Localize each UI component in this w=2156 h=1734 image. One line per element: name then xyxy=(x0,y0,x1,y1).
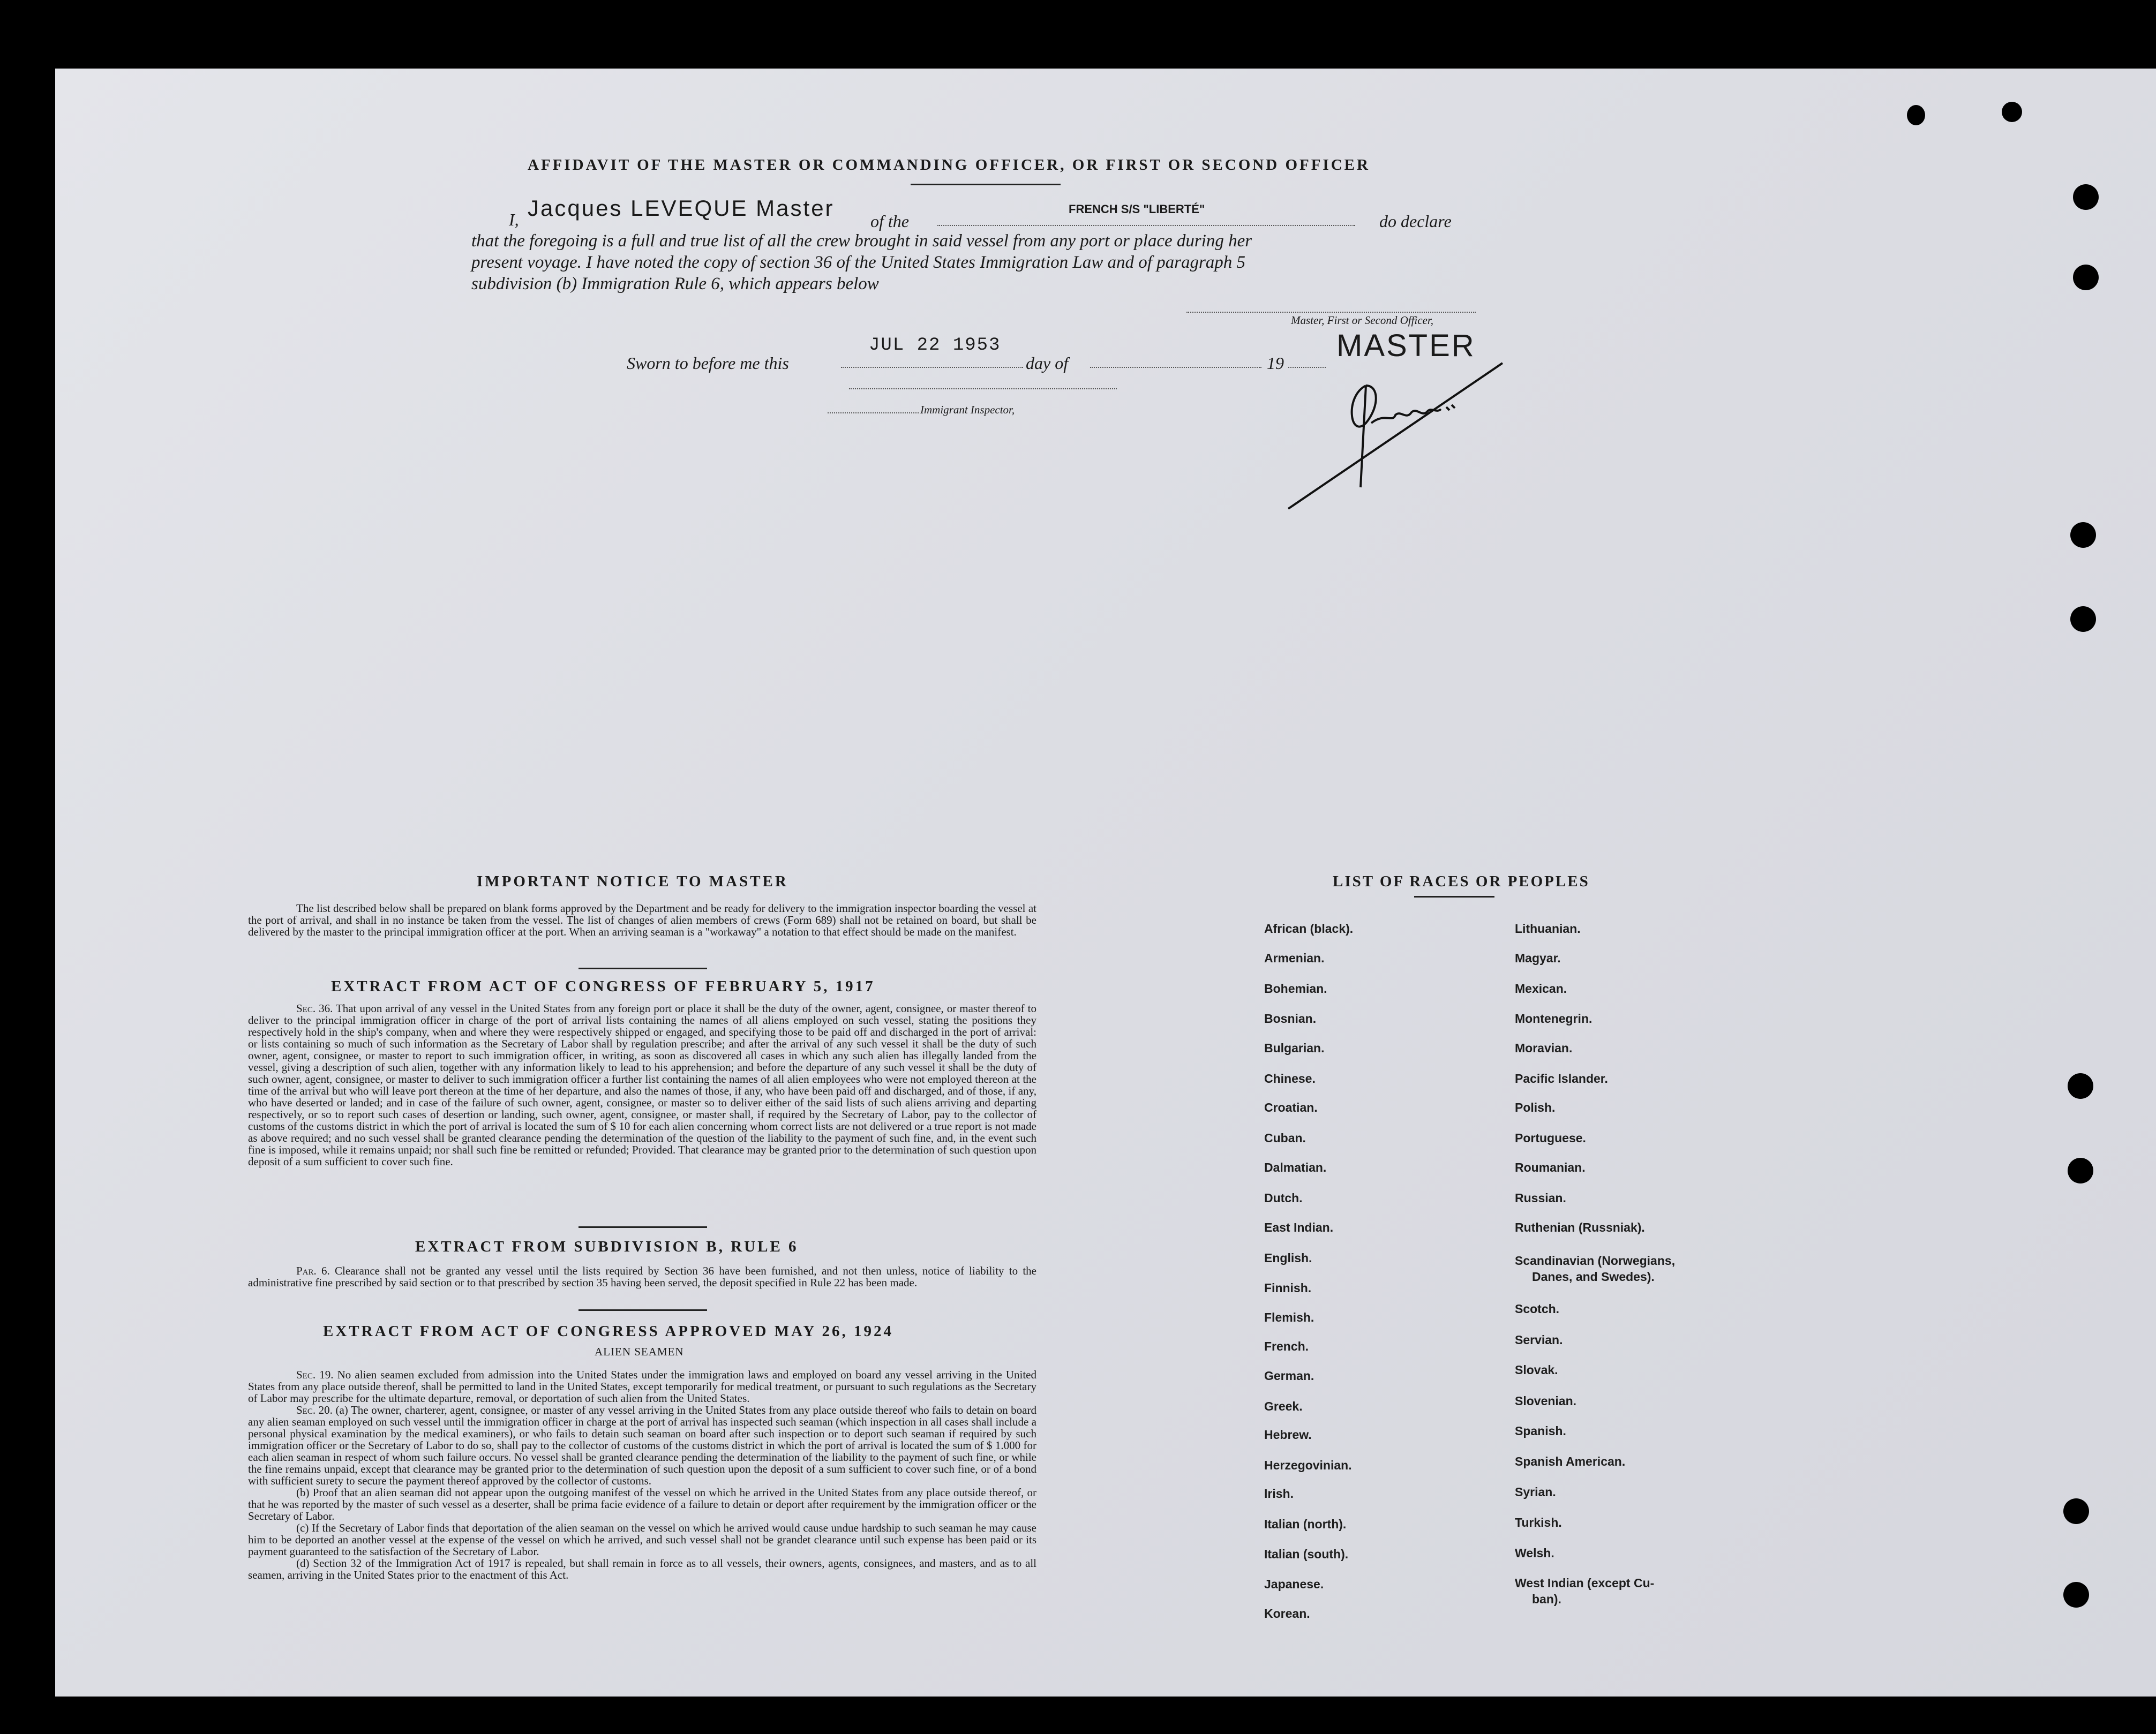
race-item: Portuguese. xyxy=(1515,1131,1586,1145)
punch-hole xyxy=(2068,1073,2093,1099)
rule6-rule xyxy=(579,1309,707,1311)
punch-hole xyxy=(2073,184,2099,210)
inspector-label: Immigrant Inspector, xyxy=(920,403,1015,416)
par6-label: Par. 6. xyxy=(296,1264,330,1277)
race-item: Spanish. xyxy=(1515,1424,1566,1438)
affidavit-line2: that the foregoing is a full and true list of all the crew brought in said vessel from any port or place during her xyxy=(471,231,1252,251)
extract-1924-title: EXTRACT FROM ACT OF CONGRESS APPROVED MAY 26, 1924 xyxy=(323,1323,893,1340)
sworn-date-stamp: JUL 22 1953 xyxy=(869,335,1001,356)
race-item: Roumanian. xyxy=(1515,1160,1586,1174)
day-of-label: day of xyxy=(1026,353,1069,373)
race-item: Syrian. xyxy=(1515,1485,1556,1499)
rule6-title: EXTRACT FROM SUBDIVISION B, RULE 6 xyxy=(415,1238,799,1255)
sworn-prefix: Sworn to before me this xyxy=(627,353,789,373)
race-item: Herzegovinian. xyxy=(1264,1458,1352,1472)
sec20b-text: (b) Proof that an alien seaman did not appear upon the outgoing manifest of the vessel on which he arrived in the United States from any place outside thereof, or that he was reported by the master of such vessel as a deserter, shall be prima facie evidence of a failure to detain or deport after requirement by the immigration officer or the Secretary of Labor. xyxy=(248,1486,1036,1522)
race-item: Danes, and Swedes). xyxy=(1532,1270,1655,1284)
affidavit-do-declare: do declare xyxy=(1379,212,1452,231)
race-item: Hebrew. xyxy=(1264,1428,1312,1442)
extract-1917-rule xyxy=(579,1226,707,1228)
race-item: Flemish. xyxy=(1264,1310,1314,1324)
sec36-text: That upon arrival of any vessel in the United States from any foreign port or place it shall be the duty of the owner, agent, consignee, or master thereof to deliver to the principal immigration officer in charge of the port of arrival lists containing the names of all aliens employed on such vessel, stating the positions they respectively hold in the ship's company, when and where they were respectively shipped or engaged, and specifying those to be paid off and discharged in the port of arrival: or lists containing so much of such information as the Secretary of Labor shall by regulation prescribe; and after the arrival of any such vessel it shall be the duty of such owner, agent, consignee, or master to report to such immigration officer, in writing, as soon as discovered all cases in which any such alien has illegally landed from the vessel, giving a description of such alien, together with any information likely to lead to his apprehension; and before the departure of any such vessel it shall be the duty of such owner, agent, consignee, or master to deliver to such immigration officer a further list containing the names of all alien employees who were not employed thereon at the time of the arrival but who will leave port thereon at the time of her departure, and also the names of those, if any, who have been paid off and discharged, and of those, if any, who have deserted or landed; and in case of the failure of such owner, agent, consignee, or master so to deliver either of the said lists of such aliens arriving and departing respectively, or so to report such cases of desertion or landing, such owner, agent, consignee, or master shall, if required by the Secretary of Labor, pay to the collector of customs of the customs district in which the port of arrival is located the sum of $ 10 for each alien concerning whom correct lists are not delivered or a true report is not made as above required; and no such vessel shall be granted clearance pending the determination of the question of the liability to the payment of such fine, and, in the event such fine is imposed, while it remains unpaid; nor shall such fine be remitted or refunded; Provided. That clearance may be granted prior to the determination of such question upon deposit of a sum sufficient to cover such fine. xyxy=(248,1002,1036,1168)
race-item: Magyar. xyxy=(1515,951,1561,965)
race-item: African (black). xyxy=(1264,922,1354,936)
sec20-label: Sec. 20. xyxy=(296,1404,333,1416)
race-item: Chinese. xyxy=(1264,1072,1316,1085)
punch-hole xyxy=(2063,1582,2089,1608)
race-item: Japanese. xyxy=(1264,1577,1324,1591)
signer-name: Jacques LEVEQUE Master xyxy=(528,195,835,221)
race-item: Bohemian. xyxy=(1264,982,1327,996)
race-item: Korean. xyxy=(1264,1607,1310,1620)
race-item: Slovenian. xyxy=(1515,1394,1577,1408)
race-item: Dalmatian. xyxy=(1264,1160,1327,1174)
par6-text: Clearance shall not be granted any vessel until the lists required by Section 36 have been furnished, and not then unless, notice of liability to the administrative fine prescribed by said section or to that prescribed by section 35 having been served, the deposit specified in Rule 22 has been made. xyxy=(248,1264,1036,1289)
punch-hole xyxy=(2068,1158,2093,1183)
extract-1924-text xyxy=(248,1369,1036,1581)
rule6-text xyxy=(248,1265,1036,1288)
race-item: Bulgarian. xyxy=(1264,1041,1325,1055)
race-item: Welsh. xyxy=(1515,1546,1554,1560)
master-stamp: MASTER xyxy=(1336,328,1476,363)
race-item: French. xyxy=(1264,1339,1309,1353)
race-item: Lithuanian. xyxy=(1515,922,1581,936)
race-item: Italian (south). xyxy=(1264,1547,1349,1561)
race-item: German. xyxy=(1264,1369,1314,1383)
vessel-dotted-line xyxy=(937,225,1355,226)
affidavit-line3: present voyage. I have noted the copy of section 36 of the United States Immigration Law and of paragraph 5 xyxy=(471,253,1246,272)
race-item: Pacific Islander. xyxy=(1515,1072,1608,1085)
sec20d-text: (d) Section 32 of the Immigration Act of 1917 is repealed, but shall remain in force as to all vessels, their owners, agents, consignees, and masters, and as to all seamen, arriving in the United States prior to the enactment of this Act. xyxy=(248,1557,1036,1581)
race-item: Moravian. xyxy=(1515,1041,1573,1055)
notice-rule xyxy=(579,968,707,969)
race-item: Polish. xyxy=(1515,1100,1556,1114)
race-item: Bosnian. xyxy=(1264,1012,1317,1026)
race-item: Greek. xyxy=(1264,1399,1303,1413)
races-rule xyxy=(1414,896,1494,898)
race-item: East Indian. xyxy=(1264,1220,1334,1234)
notice-text xyxy=(248,902,1036,938)
sec20c-text: (c) If the Secretary of Labor finds that deportation of the alien seaman on the vessel on which he arrived would cause undue hardship to such seaman he may cause him to be deported an another vessel at the expense of the vessel on which he arrived, and such vessel shall not be grandet clearance until such expense has been paid or its payment guaranteed to the satisfaction of the Secretary of Labor. xyxy=(248,1521,1036,1558)
signer-role-label: Master, First or Second Officer, xyxy=(1291,314,1433,327)
race-item: Scotch. xyxy=(1515,1302,1560,1316)
race-item: Armenian. xyxy=(1264,951,1325,965)
affidavit-of-the: of the xyxy=(870,212,909,231)
vessel-name: FRENCH S/S "LIBERTÉ" xyxy=(1069,202,1205,216)
inspector-upper-line xyxy=(849,388,1117,389)
race-item: Cuban. xyxy=(1264,1131,1306,1145)
master-signature xyxy=(1286,353,1511,525)
extract-1917-text xyxy=(248,1002,1036,1167)
race-item: English. xyxy=(1264,1251,1312,1265)
punch-hole xyxy=(2070,522,2096,548)
affidavit-line1-prefix: I, xyxy=(509,210,519,229)
race-item: Mexican. xyxy=(1515,982,1567,996)
sec19-text: No alien seamen excluded from admission into the United States under the immigration laws and employed on board any vessel arriving in the United States from any place outside thereof, shall be permitted to land in the United States, except temporarily for medical treatment, or pursuant to such regulations as the Secretary of Labor may prescribe for the ultimate departure, removal, or deportation of such alien from the United States. xyxy=(248,1368,1037,1405)
punch-hole xyxy=(2073,265,2099,290)
month-line xyxy=(1090,367,1261,368)
race-item: Spanish American. xyxy=(1515,1454,1626,1468)
punch-hole xyxy=(2070,606,2096,632)
race-item: Croatian. xyxy=(1264,1100,1318,1114)
punch-hole xyxy=(1907,105,1925,125)
race-item: Italian (north). xyxy=(1264,1517,1347,1531)
title-rule xyxy=(911,184,1061,185)
sworn-date-line xyxy=(841,367,1023,368)
year-prefix: 19 xyxy=(1267,353,1284,373)
punch-hole xyxy=(2063,1498,2089,1524)
punch-hole xyxy=(2002,102,2022,122)
sec20a-text: (a) The owner, charterer, agent, consignee, or master of any vessel arriving in the United States from any place outside thereof who fails to detain on board any alien seaman employed on such vessel until the immigration officer in charge at the port of arrival has inspected such seaman (which inspection in all cases shall include a personal physical examination by the medical examiners), or who fails to detain such seaman on board after such inspection or to deport such seaman if required by such immigration officer or the Secretary of Labor to do so, shall pay to the collector of customs of the customs district in which the port of arrival is located the sum of $ 1.000 for each alien seaman in respect of whom such failure occurs. No vessel shall be granted clearance pending the determination of the liability to the payment of such fine, or while the fine remains unpaid, except that clearance may be granted prior to the determination of such question upon the deposit of a sum sufficient to cover such fine, or of a bond with sufficient surety to secure the payment thereof approved by the collector of customs. xyxy=(248,1404,1036,1487)
race-item: Slovak. xyxy=(1515,1363,1558,1377)
race-item: Montenegrin. xyxy=(1515,1012,1592,1026)
race-item: Russian. xyxy=(1515,1191,1566,1205)
signature-dotted-line xyxy=(1186,312,1476,313)
alien-seamen-subtitle: ALIEN SEAMEN xyxy=(595,1345,684,1358)
races-title: LIST OF RACES OR PEOPLES xyxy=(1333,873,1590,890)
race-item: Scandinavian (Norwegians, xyxy=(1515,1254,1676,1268)
race-item: Irish. xyxy=(1264,1487,1294,1501)
sec36-label: Sec. 36. xyxy=(296,1002,333,1015)
race-item: Servian. xyxy=(1515,1333,1563,1347)
affidavit-line4: subdivision (b) Immigration Rule 6, which appears below xyxy=(471,274,879,293)
race-item: Turkish. xyxy=(1515,1516,1562,1529)
race-item: ban). xyxy=(1532,1592,1561,1606)
sec19-label: Sec. 19. xyxy=(296,1368,334,1381)
race-item: Dutch. xyxy=(1264,1191,1303,1205)
race-item: Finnish. xyxy=(1264,1281,1312,1295)
notice-paragraph: The list described below shall be prepared on blank forms approved by the Department and be ready for delivery to the immigration inspector boarding the vessel at the port of arrival, and shall in no instance be taken from the vessel. The list of changes of alien members of crews (Form 689) shall not be retained on board, but shall be delivered by the master to the principal immigration officer at the port. When an arriving seaman is a "workaway" a notation to that effect should be made on the manifest. xyxy=(248,902,1036,938)
affidavit-title: AFFIDAVIT OF THE MASTER OR COMMANDING OFFICER, OR FIRST OR SECOND OFFICER xyxy=(528,156,1370,174)
extract-1917-title: EXTRACT FROM ACT OF CONGRESS OF FEBRUARY 5, 1917 xyxy=(331,978,875,995)
race-item: West Indian (except Cu- xyxy=(1515,1576,1655,1590)
notice-title: IMPORTANT NOTICE TO MASTER xyxy=(477,873,788,890)
inspector-line xyxy=(828,412,919,413)
race-item: Ruthenian (Russniak). xyxy=(1515,1220,1645,1234)
